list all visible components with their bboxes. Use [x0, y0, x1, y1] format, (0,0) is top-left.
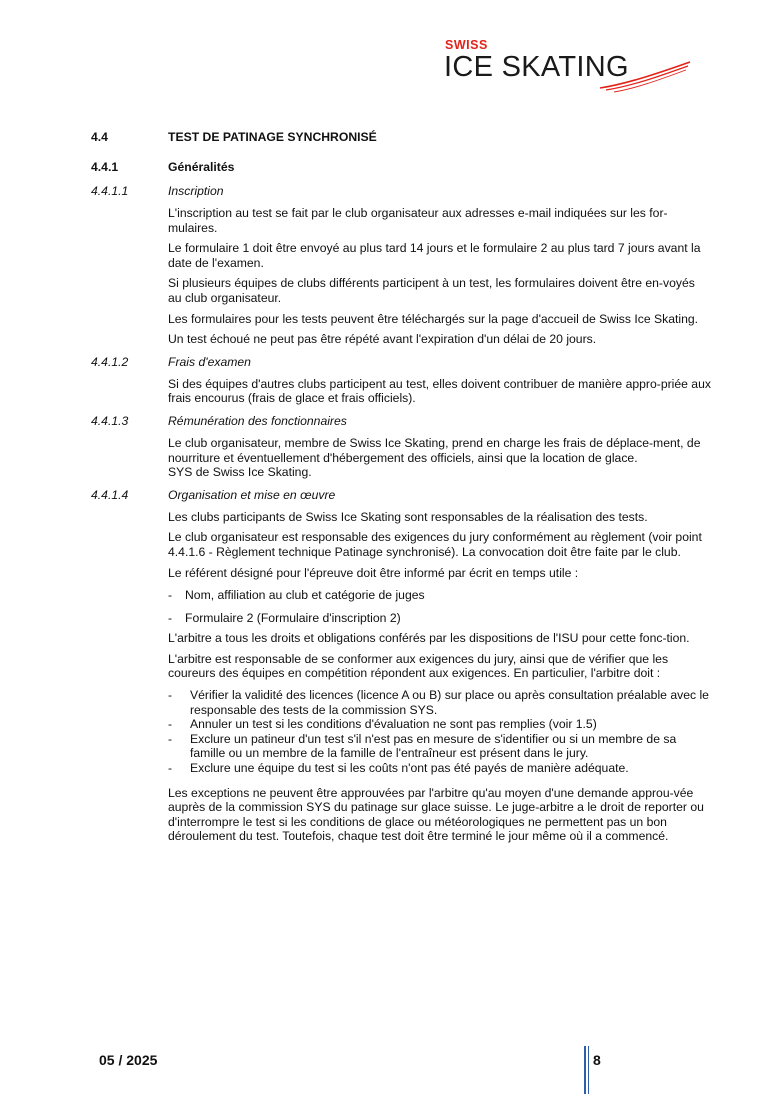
paragraph: L'arbitre a tous les droits et obligations conférés par les dispositions de l'ISU pour cette fonc-tion.	[168, 631, 690, 646]
remuneration-number: 4.4.1.3	[91, 413, 129, 428]
inscription-title: Inscription	[168, 184, 224, 198]
paragraph: Si plusieurs équipes de clubs différents participent à un test, les formulaires doivent être en-voyés au club organisateur.	[168, 276, 695, 305]
paragraph-line: Le club organisateur, membre de Swiss Ice Skating, prend en charge les frais de déplace-ment, de nourriture et éventuellement d'hébergement des officiels, ainsi que la location de glace.	[168, 435, 701, 465]
frais-examen-title: Frais d'examen	[168, 354, 251, 369]
logo-swiss-text: SWISS	[445, 38, 488, 52]
referee-duties-list	[91, 688, 711, 776]
subsection-title: Généralités	[168, 160, 235, 174]
paragraph: L'arbitre est responsable de se conformer aux exigences du jury, ainsi que de vérifier que les coureurs des équipes en compétition répondent aux exigences. En particulier, l'arbitre doit :	[168, 651, 669, 681]
list-item	[168, 717, 711, 732]
logo-ice-skating-text: ICE SKATING	[444, 51, 629, 83]
paragraph: Le référent désigné pour l'épreuve doit être informé par écrit en temps utile :	[168, 565, 579, 580]
paragraph	[168, 436, 711, 480]
frais-examen-heading	[91, 355, 711, 371]
bullet-dash: -	[168, 588, 173, 603]
paragraph: Si des équipes d'autres clubs participent au test, elles doivent contribuer de manière appro-priée aux frais encourus (frais de glace et frais officiels).	[168, 376, 711, 406]
subsection-heading	[91, 160, 711, 176]
document-body	[91, 130, 711, 844]
footer-date: 05 / 2025	[99, 1052, 158, 1068]
section-heading	[91, 130, 711, 146]
list-item	[168, 588, 711, 603]
paragraph: Le formulaire 1 doit être envoyé au plus tard 14 jours et le formulaire 2 au plus tard 7 jours avant la date de l'examen.	[168, 241, 701, 270]
list-item-text: Exclure un patineur d'un test s'il n'est pas en mesure de s'identifier ou si un membre de sa famille ou un membre de la famille de l'entraîneur est présent dans le jury.	[190, 731, 677, 761]
inscription-heading	[91, 184, 711, 200]
remuneration-heading	[91, 414, 711, 430]
page-number: 8	[593, 1052, 601, 1068]
organisation-heading	[91, 488, 711, 504]
footer-divider	[584, 1046, 586, 1094]
section-number: 4.4	[91, 130, 108, 144]
paragraph-line: SYS de Swiss Ice Skating.	[168, 465, 312, 480]
swiss-ice-skating-logo	[444, 36, 694, 96]
remuneration-title: Rémunération des fonctionnaires	[168, 413, 347, 428]
bullet-dash: -	[168, 717, 173, 732]
footer-divider-thin	[588, 1046, 589, 1094]
organisation-title: Organisation et mise en œuvre	[168, 487, 336, 502]
bullet-dash: -	[168, 761, 173, 776]
logo-swoosh-icon	[596, 56, 692, 96]
subsection-number: 4.4.1	[91, 160, 119, 174]
section-title: TEST DE PATINAGE SYNCHRONISÉ	[168, 130, 377, 144]
bullet-dash: -	[168, 731, 173, 746]
list-item-text: Exclure une équipe du test si les coûts n'ont pas été payés de manière adéquate.	[190, 761, 629, 776]
paragraph: Les formulaires pour les tests peuvent être téléchargés sur la page d'accueil de Swiss Ice Skating.	[168, 311, 699, 326]
paragraph: Les exceptions ne peuvent être approuvées par l'arbitre qu'au moyen d'une demande approu-vée auprès de la commission SYS du patinage sur glace suisse. Le juge-arbitre a le droit de reporter ou d'interrompre le test si les conditions de glace ou météorologiques ne permettent pas un bon déroulement du test. Toutefois, chaque test doit être terminé le jour même où il a commencé.	[168, 785, 704, 844]
list-item-text: Formulaire 2 (Formulaire d'inscription 2)	[185, 610, 401, 625]
paragraph: Un test échoué ne peut pas être répété avant l'expiration d'un délai de 20 jours.	[168, 332, 597, 347]
inscription-number: 4.4.1.1	[91, 184, 129, 198]
list-item	[168, 761, 711, 776]
paragraph: Les clubs participants de Swiss Ice Skating sont responsables de la réalisation des tests.	[168, 509, 648, 524]
list-item	[168, 732, 711, 761]
bullet-dash: -	[168, 688, 173, 703]
list-item-text: Annuler un test si les conditions d'évaluation ne sont pas remplies (voir 1.5)	[190, 717, 597, 732]
paragraph: L'inscription au test se fait par le club organisateur aux adresses e-mail indiquées sur les for-mulaires.	[168, 206, 668, 235]
list-item	[168, 611, 711, 626]
paragraph: Le club organisateur est responsable des exigences du jury conformément au règlement (voir point 4.4.1.6 - Règlement technique Patinage synchronisé). La convocation doit être faite par le club.	[168, 530, 702, 559]
frais-examen-number: 4.4.1.2	[91, 354, 129, 369]
list-item-text: Vérifier la validité des licences (licence A ou B) sur place ou après consultation préalable avec le responsable des tests de la commission SYS.	[190, 688, 709, 717]
list-item-text: Nom, affiliation au club et catégorie de juges	[185, 588, 425, 603]
list-item	[168, 688, 711, 717]
bullet-dash: -	[168, 610, 173, 625]
organisation-number: 4.4.1.4	[91, 487, 129, 502]
